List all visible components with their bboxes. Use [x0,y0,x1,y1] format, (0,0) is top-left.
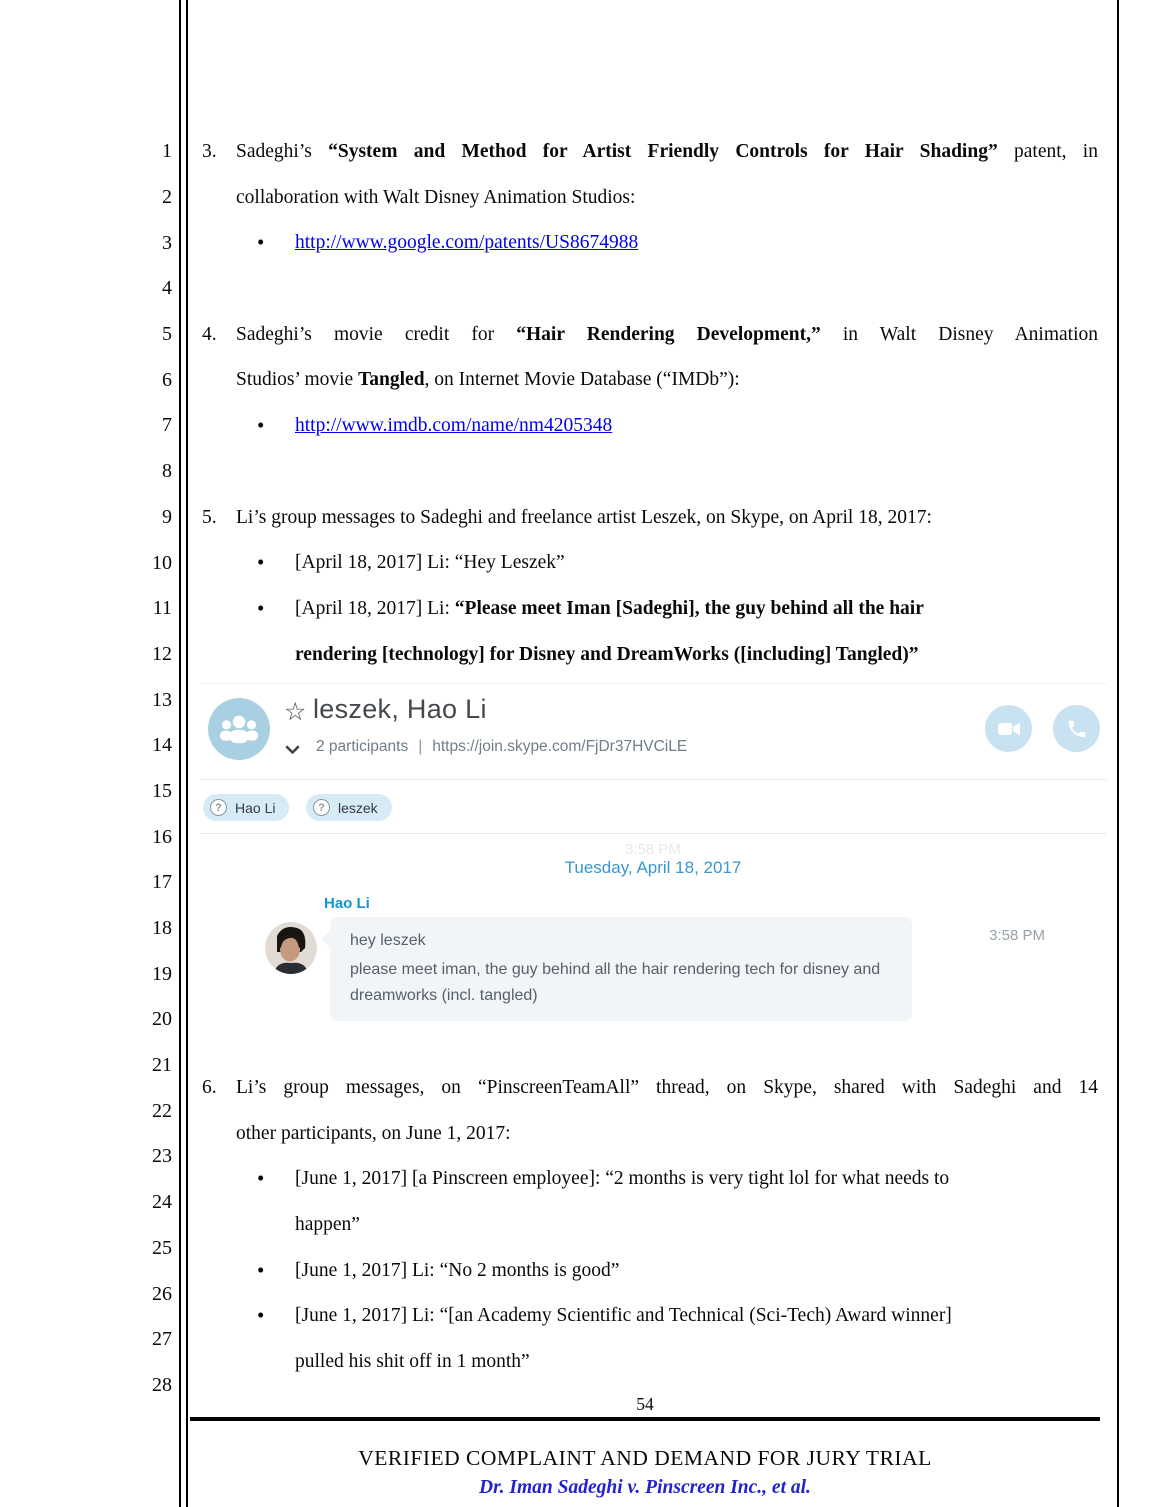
text-segment: [June 1, 2017] Li: “[an Academy Scientific and Technical (Sci-Tech) Award winner] [295,1305,952,1327]
bullet-marker: • [257,595,265,620]
left-margin-rule-outer [179,0,181,1507]
left-margin-rule-inner [186,0,188,1507]
subtitle-separator: | [418,738,423,755]
line-number-column [118,129,172,1408]
line-number: 7 [162,414,172,437]
text-segment: Tangled [358,369,425,391]
doc-line [200,495,1098,541]
body-text-upper [200,129,1098,677]
participants-count: 2 participants [316,738,409,755]
list-number: 4. [202,323,217,345]
text-segment: , on Internet Movie Database (“IMDb”): [424,369,740,391]
line-number: 25 [152,1236,172,1259]
line-number: 24 [152,1191,172,1214]
doc-line [200,632,1098,678]
line-number: 27 [152,1328,172,1351]
hyperlink[interactable]: http://www.imdb.com/name/nm4205348 [295,415,613,437]
bullet-marker: • [257,550,265,575]
line-number: 26 [152,1282,172,1305]
line-number: 9 [162,505,172,528]
doc-line [200,312,1098,358]
doc-line [200,1111,1098,1157]
bullet-marker: • [257,1303,265,1328]
body-text-lower [200,1065,1098,1385]
question-badge-icon: ? [210,799,227,816]
text-segment: other participants, on June 1, 2017: [236,1122,511,1144]
line-number: 6 [162,368,172,391]
line-number: 15 [152,779,172,802]
participant-chip-haoli[interactable] [203,794,289,821]
bullet-marker: • [257,413,265,438]
phone-icon [1066,718,1088,740]
line-number: 22 [152,1099,172,1122]
line-number: 5 [162,323,172,346]
doc-line [200,1339,1098,1385]
join-link[interactable]: https://join.skype.com/FjDr37HVCiLE [432,738,688,755]
doc-line [200,540,1098,586]
footer-rule [190,1417,1100,1421]
text-segment: Sadeghi’s movie credit for [236,323,517,345]
sender-avatar[interactable] [265,922,317,974]
line-number: 13 [152,688,172,711]
text-segment: “Please meet Iman [Sadeghi], the guy behind all the hair [454,597,924,619]
text-segment: [April 18, 2017] Li: [295,597,455,619]
line-number: 14 [152,734,172,757]
doc-line [200,220,1098,266]
hyperlink[interactable]: http://www.google.com/patents/US8674988 [295,232,639,254]
doc-line [200,1202,1098,1248]
page-number: 54 [636,1394,654,1414]
text-segment: [June 1, 2017] [a Pinscreen employee]: “2 months is very tight lol for what needs to [295,1168,950,1190]
line-number: 18 [152,917,172,940]
line-number: 20 [152,1008,172,1031]
doc-line [200,266,1098,312]
line-number: 12 [152,642,172,665]
conversation-title: leszek, Hao Li [313,694,487,724]
list-number: 5. [202,506,217,528]
doc-line [200,175,1098,221]
line-number: 16 [152,825,172,848]
group-people-icon [219,712,259,746]
skype-screenshot [200,683,1106,1044]
chat-date-header: Tuesday, April 18, 2017 [564,858,742,877]
favorite-star-icon[interactable]: ☆ [284,698,307,726]
line-number: 17 [152,871,172,894]
line-number: 3 [162,231,172,254]
line-number: 11 [152,597,172,620]
bullet-marker: • [257,230,265,255]
header-divider [200,779,1106,780]
chevron-down-icon[interactable] [285,742,300,760]
voice-call-button[interactable] [1053,705,1100,752]
bullet-marker: • [257,1257,265,1282]
line-number: 4 [162,277,172,300]
text-segment: happen” [295,1214,360,1236]
chat-message-text: hey leszek [350,932,426,949]
text-segment: Studios’ movie [236,369,359,391]
chat-message-text: please meet iman, the guy behind all the hair rendering tech for disney and dreamworks (incl. tangled) [350,961,881,1004]
participant-chip-label: leszek [338,799,378,816]
question-badge-icon: ? [313,799,330,816]
faded-timestamp: 3:58 PM [625,841,681,858]
doc-line [200,357,1098,403]
line-number: 2 [162,186,172,209]
list-number: 3. [202,141,217,162]
text-segment: collaboration with Walt Disney Animation Studios: [236,186,636,208]
video-call-button[interactable] [985,705,1032,752]
text-segment: [June 1, 2017] Li: “No 2 months is good” [295,1259,620,1281]
text-segment: “Hair Rendering Development,” [516,323,821,345]
line-number: 10 [152,551,172,574]
text-segment: patent, in [997,141,1098,162]
line-number: 28 [152,1373,172,1396]
participant-chip-label: Hao Li [235,799,276,816]
participant-chip-leszek[interactable] [306,794,392,821]
line-number: 23 [152,1145,172,1168]
conversation-subtitle [316,738,687,756]
doc-line [200,403,1098,449]
doc-line [200,1065,1098,1111]
text-segment: rendering [technology] for Disney and DreamWorks ([including] Tangled)” [295,643,919,665]
right-margin-rule [1117,0,1119,1507]
group-avatar[interactable] [208,698,270,760]
message-timestamp: 3:58 PM [989,927,1045,944]
doc-line [200,449,1098,495]
text-segment: in Walt Disney Animation [820,323,1098,345]
message-sender-name: Hao Li [324,895,370,912]
footer-case-caption: Dr. Iman Sadeghi v. Pinscreen Inc., et al. [479,1477,811,1498]
text-segment: pulled his shit off in 1 month” [295,1351,530,1373]
sender-avatar-photo [265,922,317,974]
line-number: 19 [152,962,172,985]
video-camera-icon [997,719,1021,739]
text-segment: Sadeghi’s [236,141,329,162]
line-number: 1 [162,140,172,163]
doc-line [200,1156,1098,1202]
line-number: 21 [152,1054,172,1077]
footer-title: VERIFIED COMPLAINT AND DEMAND FOR JURY TRIAL [358,1446,932,1470]
doc-line [200,129,1098,175]
text-segment: Li’s group messages to Sadeghi and freelance artist Leszek, on Skype, on April 18, 2017: [236,506,932,528]
text-segment: Li’s group messages, on “PinscreenTeamAll” thread, on Skype, shared with Sadeghi and 14 [236,1077,1098,1098]
text-segment: [April 18, 2017] Li: “Hey Leszek” [295,552,565,574]
line-number: 8 [162,460,172,483]
list-number: 6. [202,1077,217,1098]
doc-line [200,1293,1098,1339]
chat-message-bubble [330,917,912,1021]
doc-line [200,1248,1098,1294]
doc-line [200,586,1098,632]
chips-divider [200,833,1106,834]
text-segment: “System and Method for Artist Friendly Controls for Hair Shading” [328,141,998,162]
bullet-marker: • [257,1166,265,1191]
